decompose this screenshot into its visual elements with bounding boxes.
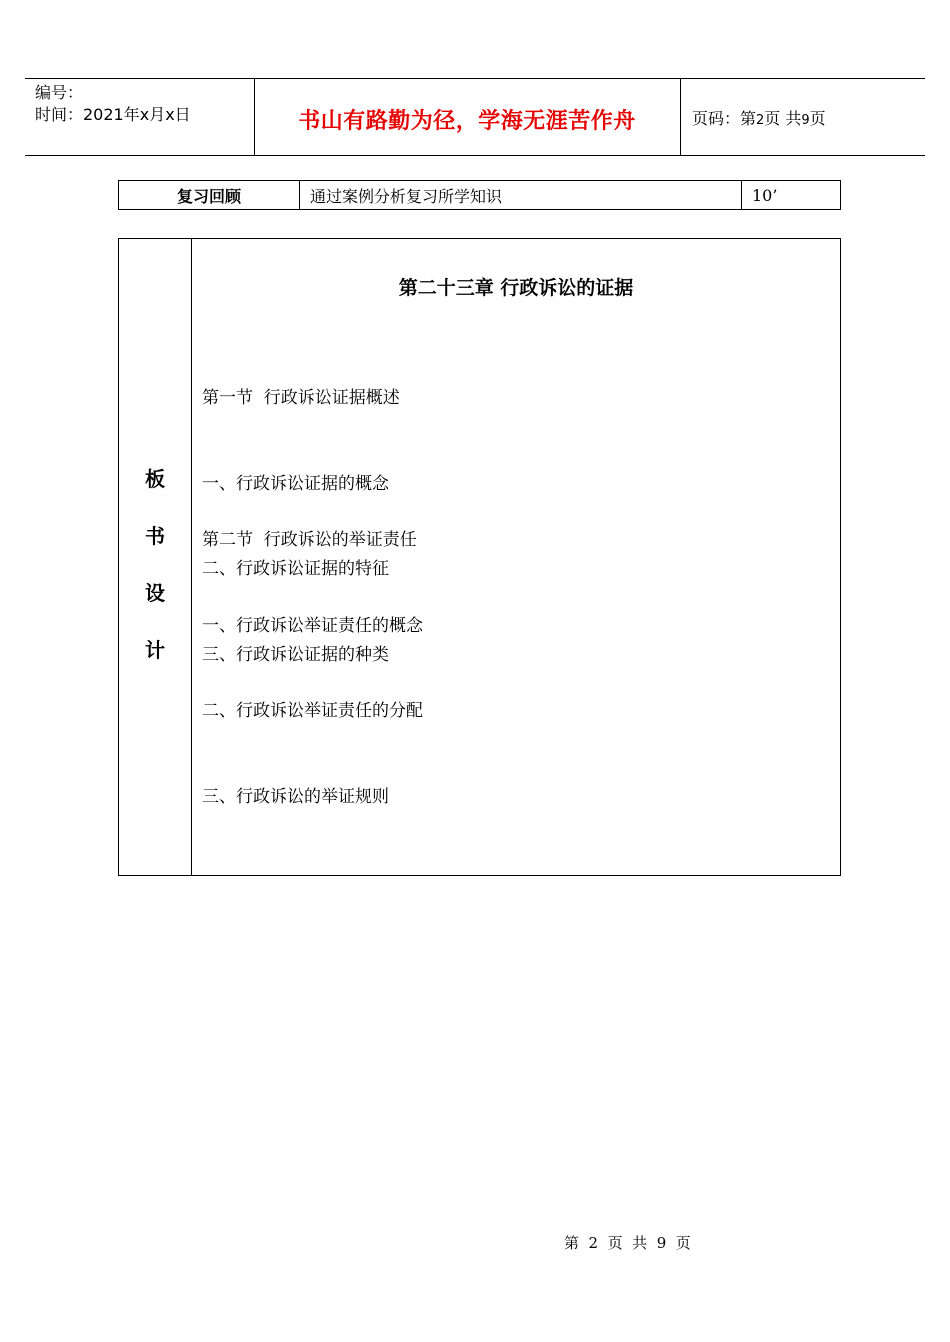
side-char: 书 [145, 524, 165, 548]
motto: 书山有路勤为径，学海无涯苦作舟 [298, 109, 636, 134]
review-time: 10’ [742, 181, 841, 210]
section-title: 第二节 行政诉讼的举证责任 [202, 530, 417, 550]
list-item: 三、行政诉讼证据的种类 [202, 644, 389, 665]
review-content: 通过案例分析复习所学知识 [300, 181, 742, 210]
header-bottom-rule [25, 155, 925, 156]
review-label: 复习回顾 [119, 181, 300, 210]
page-footer: 第 2 页 共 9 页 [564, 1234, 691, 1252]
header-top-rule [25, 78, 925, 79]
time-label: 时间：2021年x月x日 [35, 105, 191, 124]
header-meta [35, 82, 191, 126]
list-item: 二、行政诉讼举证责任的分配 [202, 701, 423, 721]
board-design-box [118, 238, 841, 876]
serial-label: 编号： [35, 83, 84, 102]
side-char: 计 [145, 638, 165, 662]
header-divider-right [680, 78, 681, 155]
side-char: 设 [145, 581, 165, 605]
review-row [119, 181, 841, 210]
list-item: 一、行政诉讼举证责任的概念 [202, 615, 423, 636]
list-item: 三、行政诉讼的举证规则 [202, 786, 389, 807]
page-suffix: 页 [809, 109, 826, 128]
page-total: 9 [801, 113, 810, 128]
board-side-label [119, 239, 192, 875]
section-title: 第一节 行政诉讼证据概述 [202, 388, 400, 408]
review-table [118, 180, 841, 210]
list-item: 一、行政诉讼证据的概念 [202, 473, 389, 494]
board-content [192, 239, 840, 875]
page-current: 2 [756, 113, 765, 128]
chapter-title: 第二十三章 行政诉讼的证据 [398, 277, 634, 299]
page-mid: 页 共 [764, 109, 802, 128]
page-prefix: 页码：第 [692, 109, 757, 128]
side-char: 板 [145, 467, 165, 491]
section-2 [202, 469, 423, 868]
list-item: 二、行政诉讼证据的特征 [202, 559, 389, 579]
page-indicator [692, 106, 826, 129]
